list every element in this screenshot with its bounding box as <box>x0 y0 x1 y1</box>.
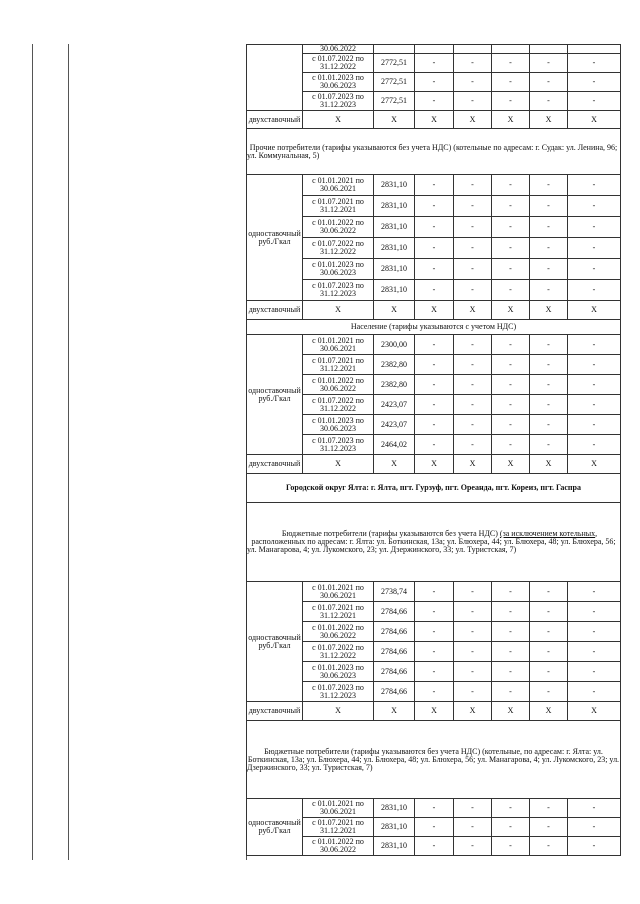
tariff-value: 2831,10 <box>374 196 415 217</box>
empty-cell <box>568 45 621 54</box>
tariff-value: 2784,66 <box>374 642 415 662</box>
dash-cell: - <box>415 54 454 73</box>
period-cell: с 01.07.2022 по 31.12.2022 <box>303 642 374 662</box>
x-cell: X <box>415 111 454 129</box>
table-row <box>247 503 621 582</box>
dash-cell: - <box>454 238 492 259</box>
dash-cell: - <box>454 582 492 602</box>
table-row <box>247 702 621 721</box>
dash-cell: - <box>415 602 454 622</box>
table-row <box>247 415 621 435</box>
table-row <box>247 721 621 799</box>
table-row <box>247 375 621 395</box>
period-cell: с 01.07.2023 по 31.12.2023 <box>303 92 374 111</box>
table-row <box>247 455 621 474</box>
tariff-value: 2831,10 <box>374 259 415 280</box>
period-cell: с 01.01.2023 по 30.06.2023 <box>303 662 374 682</box>
dash-cell: - <box>454 602 492 622</box>
two-part-label: двухставочный <box>247 301 303 320</box>
tariff-value: 2831,10 <box>374 799 415 818</box>
dash-cell: - <box>415 196 454 217</box>
period-cell: с 01.07.2021 по 31.12.2021 <box>303 196 374 217</box>
dash-cell: - <box>568 92 621 111</box>
empty-cell <box>454 45 492 54</box>
dash-cell: - <box>492 259 530 280</box>
period-cell: с 01.01.2022 по 30.06.2022 <box>303 375 374 395</box>
x-cell: X <box>454 301 492 320</box>
section-title: Бюджетные потребители (тарифы указываются без учета НДС) (котельные, по адресам: г. Ялта: ул. Боткинская, 13а; ул. Блюхера, 44; ул. Блюхера, 48; ул. Блюхера, 56; ул. Манагарова, 4; ул. Лукомского, 23; ул. Дзержинского, 33; ул. Туристская, 7) <box>247 721 621 799</box>
dash-cell: - <box>454 175 492 196</box>
period-cell: с 01.01.2021 по 30.06.2021 <box>303 582 374 602</box>
table-row <box>247 837 621 856</box>
tariff-value: 2784,66 <box>374 682 415 702</box>
table-row <box>247 435 621 455</box>
tariff-value: 2423,07 <box>374 415 415 435</box>
period-cell: с 01.07.2022 по 31.12.2022 <box>303 238 374 259</box>
dash-cell: - <box>415 335 454 355</box>
dash-cell: - <box>492 415 530 435</box>
dash-cell: - <box>415 435 454 455</box>
dash-cell: - <box>530 92 568 111</box>
dash-cell: - <box>530 375 568 395</box>
period-cell: с 01.07.2021 по 31.12.2021 <box>303 818 374 837</box>
table-row <box>247 217 621 238</box>
dash-cell: - <box>530 799 568 818</box>
x-cell: X <box>303 111 374 129</box>
dash-cell: - <box>454 355 492 375</box>
table-row <box>247 395 621 415</box>
dash-cell: - <box>530 217 568 238</box>
period-cell: с 01.01.2022 по 30.06.2022 <box>303 217 374 238</box>
dash-cell: - <box>415 622 454 642</box>
tariff-sheet <box>246 44 620 856</box>
dash-cell: - <box>415 818 454 837</box>
dash-cell: - <box>492 217 530 238</box>
tariff-value: 2784,66 <box>374 602 415 622</box>
dash-cell: - <box>454 335 492 355</box>
dash-cell: - <box>568 602 621 622</box>
dash-cell: - <box>454 799 492 818</box>
dash-cell: - <box>492 582 530 602</box>
dash-cell: - <box>492 602 530 622</box>
dash-cell: - <box>568 582 621 602</box>
tariff-value: 2831,10 <box>374 818 415 837</box>
dash-cell: - <box>568 435 621 455</box>
table-row <box>247 196 621 217</box>
x-cell: X <box>454 702 492 721</box>
dash-cell: - <box>568 415 621 435</box>
dash-cell: - <box>530 280 568 301</box>
empty-cell <box>415 45 454 54</box>
x-cell: X <box>568 301 621 320</box>
dash-cell: - <box>492 73 530 92</box>
tariff-value: 2382,80 <box>374 375 415 395</box>
dash-cell: - <box>415 799 454 818</box>
section-title: Прочие потребители (тарифы указываются без учета НДС) (котельные по адресам: г. Судак: ул. Ленина, 96; ул. Коммунальная, 5) <box>247 129 621 175</box>
table-row <box>247 355 621 375</box>
section-title-lead: Бюджетные потребители (тарифы указываются без учета НДС) <box>281 529 500 538</box>
table-row <box>247 45 621 54</box>
tariff-value: 2300,00 <box>374 335 415 355</box>
period-cell: 30.06.2022 <box>303 45 374 54</box>
tariff-value: 2772,51 <box>374 73 415 92</box>
dash-cell: - <box>492 395 530 415</box>
x-cell: X <box>530 455 568 474</box>
x-cell: X <box>374 702 415 721</box>
dash-cell: - <box>454 622 492 642</box>
dash-cell: - <box>530 662 568 682</box>
dash-cell: - <box>415 837 454 856</box>
dash-cell: - <box>568 642 621 662</box>
section-title: Население (тарифы указываются с учетом НДС) <box>247 320 621 335</box>
period-cell: с 01.07.2023 по 31.12.2023 <box>303 682 374 702</box>
dash-cell: - <box>415 682 454 702</box>
dash-cell: - <box>454 642 492 662</box>
dash-cell: - <box>492 799 530 818</box>
dash-cell: - <box>492 837 530 856</box>
dash-cell: - <box>454 837 492 856</box>
two-part-label: двухставочный <box>247 111 303 129</box>
table-row <box>247 335 621 355</box>
tariff-value: 2831,10 <box>374 175 415 196</box>
two-part-label: двухставочный <box>247 702 303 721</box>
dash-cell: - <box>568 622 621 642</box>
dash-cell: - <box>454 682 492 702</box>
dash-cell: - <box>492 642 530 662</box>
table-row <box>247 73 621 92</box>
x-cell: X <box>492 301 530 320</box>
dash-cell: - <box>454 92 492 111</box>
dash-cell: - <box>568 175 621 196</box>
dash-cell: - <box>530 415 568 435</box>
table-row <box>247 259 621 280</box>
tariff-value: 2784,66 <box>374 622 415 642</box>
dash-cell: - <box>568 375 621 395</box>
table-row <box>247 662 621 682</box>
dash-cell: - <box>492 238 530 259</box>
dash-cell: - <box>415 355 454 375</box>
tariff-value: 2738,74 <box>374 582 415 602</box>
dash-cell: - <box>568 355 621 375</box>
x-cell: X <box>568 455 621 474</box>
dash-cell: - <box>568 280 621 301</box>
period-cell: с 01.01.2023 по 30.06.2023 <box>303 415 374 435</box>
empty-cell <box>530 45 568 54</box>
dash-cell: - <box>492 175 530 196</box>
dash-cell: - <box>568 395 621 415</box>
one-part-label: одноставочный руб./Гкал <box>247 175 303 301</box>
left-margin-line-2 <box>68 44 69 860</box>
dash-cell: - <box>454 196 492 217</box>
x-cell: X <box>530 301 568 320</box>
dash-cell: - <box>454 259 492 280</box>
x-cell: X <box>492 455 530 474</box>
dash-cell: - <box>530 837 568 856</box>
dash-cell: - <box>530 682 568 702</box>
section-title-tail: , расположенных по адресам: г. Ялта: ул. Боткинская, 13а; ул. Блюхера, 44; ул. Блюхера, 48; ул. Блюхера, 56; ул. Манагарова, 4; ул. Лукомского, 23; ул. Дзержинского, 33; ул. Туристская, 7) <box>247 529 616 554</box>
dash-cell: - <box>568 662 621 682</box>
dash-cell: - <box>454 54 492 73</box>
dash-cell: - <box>568 682 621 702</box>
table-row <box>247 474 621 503</box>
x-cell: X <box>374 301 415 320</box>
dash-cell: - <box>530 602 568 622</box>
x-cell: X <box>303 455 374 474</box>
dash-cell: - <box>530 435 568 455</box>
table-row <box>247 238 621 259</box>
dash-cell: - <box>492 54 530 73</box>
period-cell: с 01.07.2021 по 31.12.2021 <box>303 602 374 622</box>
dash-cell: - <box>492 196 530 217</box>
x-cell: X <box>530 111 568 129</box>
dash-cell: - <box>530 355 568 375</box>
period-cell: с 01.07.2022 по 31.12.2022 <box>303 395 374 415</box>
dash-cell: - <box>415 217 454 238</box>
tariff-value: 2831,10 <box>374 238 415 259</box>
table-row <box>247 818 621 837</box>
period-cell: с 01.01.2023 по 30.06.2023 <box>303 73 374 92</box>
dash-cell: - <box>492 818 530 837</box>
x-cell: X <box>415 455 454 474</box>
x-cell: X <box>303 301 374 320</box>
period-cell: с 01.07.2021 по 31.12.2021 <box>303 355 374 375</box>
table-row <box>247 602 621 622</box>
x-cell: X <box>374 111 415 129</box>
dash-cell: - <box>415 415 454 435</box>
period-cell: с 01.01.2023 по 30.06.2023 <box>303 259 374 280</box>
x-cell: X <box>303 702 374 721</box>
dash-cell: - <box>454 818 492 837</box>
left-margin-line-1 <box>32 44 33 860</box>
dash-cell: - <box>492 92 530 111</box>
dash-cell: - <box>568 259 621 280</box>
dash-cell: - <box>415 175 454 196</box>
dash-cell: - <box>415 582 454 602</box>
dash-cell: - <box>568 217 621 238</box>
tariff-value: 2423,07 <box>374 395 415 415</box>
dash-cell: - <box>530 196 568 217</box>
table-row <box>247 799 621 818</box>
dash-cell: - <box>568 335 621 355</box>
dash-cell: - <box>530 259 568 280</box>
dash-cell: - <box>530 73 568 92</box>
x-cell: X <box>415 301 454 320</box>
tariff-value: 2831,10 <box>374 217 415 238</box>
dash-cell: - <box>454 395 492 415</box>
dash-cell: - <box>530 622 568 642</box>
dash-cell: - <box>492 662 530 682</box>
section-title-underlined: (за исключением котельных <box>499 529 596 538</box>
one-part-label: одноставочный руб./Гкал <box>247 582 303 702</box>
period-cell: с 01.01.2022 по 30.06.2022 <box>303 622 374 642</box>
tariff-table <box>246 44 621 856</box>
period-cell: с 01.01.2021 по 30.06.2021 <box>303 335 374 355</box>
x-cell: X <box>568 702 621 721</box>
dash-cell: - <box>454 280 492 301</box>
dash-cell: - <box>492 335 530 355</box>
dash-cell: - <box>568 73 621 92</box>
dash-cell: - <box>530 582 568 602</box>
dash-cell: - <box>530 54 568 73</box>
table-row <box>247 129 621 175</box>
dash-cell: - <box>454 73 492 92</box>
dash-cell: - <box>415 259 454 280</box>
x-cell: X <box>415 702 454 721</box>
dash-cell: - <box>454 662 492 682</box>
dash-cell: - <box>415 642 454 662</box>
dash-cell: - <box>492 682 530 702</box>
x-cell: X <box>492 702 530 721</box>
dash-cell: - <box>415 73 454 92</box>
dash-cell: - <box>415 375 454 395</box>
tariff-value: 2831,10 <box>374 280 415 301</box>
tariff-value: 2772,51 <box>374 92 415 111</box>
dash-cell: - <box>415 395 454 415</box>
dash-cell: - <box>454 435 492 455</box>
dash-cell: - <box>568 54 621 73</box>
dash-cell: - <box>415 280 454 301</box>
table-row <box>247 175 621 196</box>
dash-cell: - <box>454 375 492 395</box>
dash-cell: - <box>492 622 530 642</box>
table-row <box>247 642 621 662</box>
x-cell: X <box>374 455 415 474</box>
tariff-value: 2464,02 <box>374 435 415 455</box>
section-title <box>247 503 621 582</box>
dash-cell: - <box>530 395 568 415</box>
dash-cell: - <box>530 818 568 837</box>
dash-cell: - <box>492 355 530 375</box>
dash-cell: - <box>415 662 454 682</box>
period-cell: с 01.01.2021 по 30.06.2021 <box>303 175 374 196</box>
tariff-value: 2382,80 <box>374 355 415 375</box>
period-cell: с 01.07.2022 по 31.12.2022 <box>303 54 374 73</box>
dash-cell: - <box>454 415 492 435</box>
table-row <box>247 682 621 702</box>
table-row <box>247 111 621 129</box>
dash-cell: - <box>568 818 621 837</box>
table-row <box>247 280 621 301</box>
dash-cell: - <box>492 280 530 301</box>
x-cell: X <box>454 455 492 474</box>
tariff-value: 2784,66 <box>374 662 415 682</box>
table-row <box>247 54 621 73</box>
dash-cell: - <box>415 92 454 111</box>
table-row <box>247 301 621 320</box>
dash-cell: - <box>530 175 568 196</box>
x-cell: X <box>454 111 492 129</box>
period-cell: с 01.07.2023 по 31.12.2023 <box>303 435 374 455</box>
dash-cell: - <box>454 217 492 238</box>
tariff-value: 2772,51 <box>374 54 415 73</box>
dash-cell: - <box>530 642 568 662</box>
tariff-value <box>374 45 415 54</box>
one-part-label: одноставочный руб./Гкал <box>247 335 303 455</box>
dash-cell: - <box>568 837 621 856</box>
dash-cell: - <box>568 238 621 259</box>
dash-cell: - <box>492 435 530 455</box>
x-cell: X <box>492 111 530 129</box>
empty-cell <box>492 45 530 54</box>
one-part-label-continued <box>247 45 303 111</box>
district-header: Городской округ Ялта: г. Ялта, пгт. Гурзуф, пгт. Ореанда, пгт. Кореиз, пгт. Гаспра <box>247 474 621 503</box>
table-row <box>247 622 621 642</box>
x-cell: X <box>530 702 568 721</box>
dash-cell: - <box>530 238 568 259</box>
dash-cell: - <box>415 238 454 259</box>
dash-cell: - <box>568 799 621 818</box>
table-row <box>247 92 621 111</box>
period-cell: с 01.07.2023 по 31.12.2023 <box>303 280 374 301</box>
dash-cell: - <box>530 335 568 355</box>
dash-cell: - <box>568 196 621 217</box>
x-cell: X <box>568 111 621 129</box>
dash-cell: - <box>492 375 530 395</box>
tariff-value: 2831,10 <box>374 837 415 856</box>
two-part-label: двухставочный <box>247 455 303 474</box>
one-part-label: одноставочный руб./Гкал <box>247 799 303 856</box>
table-row <box>247 320 621 335</box>
period-cell: с 01.01.2022 по 30.06.2022 <box>303 837 374 856</box>
period-cell: с 01.01.2021 по 30.06.2021 <box>303 799 374 818</box>
table-row <box>247 582 621 602</box>
